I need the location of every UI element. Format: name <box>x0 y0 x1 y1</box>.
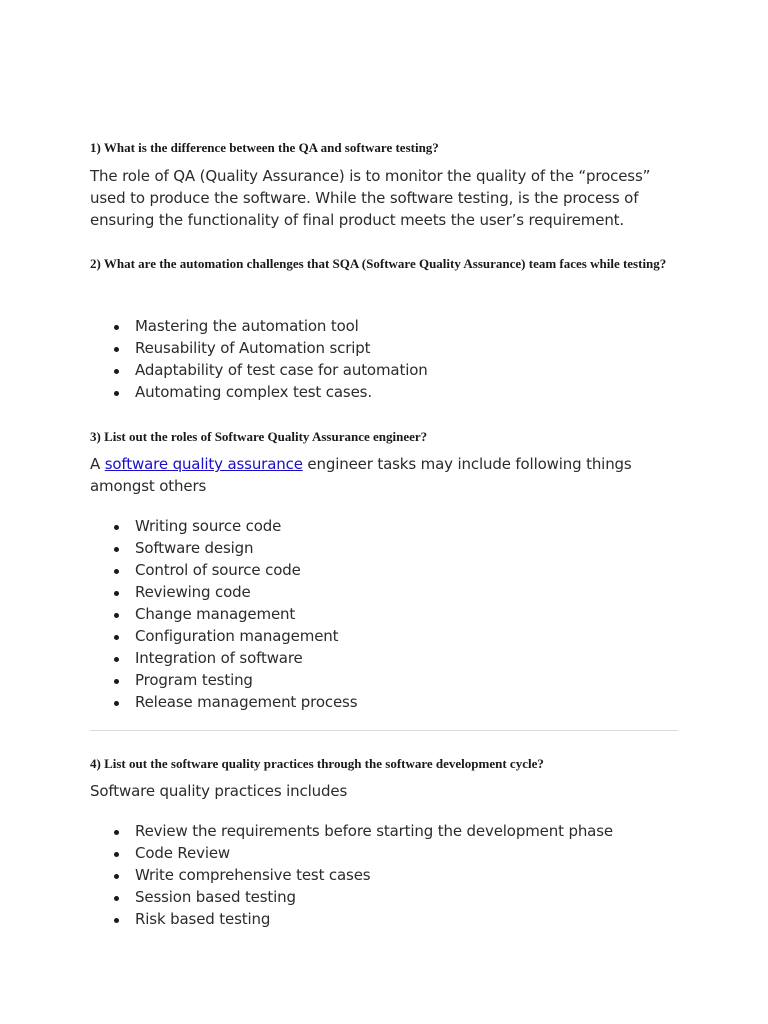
list-item: Mastering the automation tool <box>135 315 725 337</box>
list-item: Reusability of Automation script <box>135 337 725 359</box>
question-3-heading: 3) List out the roles of Software Quality Assurance engineer? <box>90 429 428 444</box>
list-item: Change management <box>135 603 725 625</box>
question-3-list <box>90 515 725 713</box>
list-item: Reviewing code <box>135 581 725 603</box>
list-item: Code Review <box>135 842 725 864</box>
list-item: Software design <box>135 537 725 559</box>
list-item: Risk based testing <box>135 908 725 930</box>
list-item: Automating complex test cases. <box>135 381 725 403</box>
list-item: Release management process <box>135 691 725 713</box>
question-2-list <box>90 315 725 403</box>
question-4-list <box>90 820 725 930</box>
question-1-heading: 1) What is the difference between the QA and software testing? <box>90 140 439 155</box>
intro-prefix: A <box>90 455 105 473</box>
intro-suffix: engineer tasks may include following things amongst others <box>90 455 632 495</box>
question-2-heading: 2) What are the automation challenges that SQA (Software Quality Assurance) team faces while testing? <box>90 256 667 271</box>
list-item: Adaptability of test case for automation <box>135 359 725 381</box>
question-1-answer: The role of QA (Quality Assurance) is to monitor the quality of the “process” used to produce the software. While the software testing, is the process of ensuring the functionality of final product meets the user’s requirement. <box>90 167 651 229</box>
list-item: Write comprehensive test cases <box>135 864 725 886</box>
list-item: Program testing <box>135 669 725 691</box>
list-item: Session based testing <box>135 886 725 908</box>
software-quality-assurance-link[interactable]: software quality assurance <box>104 455 303 473</box>
list-item: Review the requirements before starting the development phase <box>135 820 725 842</box>
question-3-intro <box>90 453 680 497</box>
section-divider <box>90 730 678 731</box>
list-item: Writing source code <box>135 515 725 537</box>
question-4-intro: Software quality practices includes <box>90 782 348 800</box>
list-item: Control of source code <box>135 559 725 581</box>
question-4-heading: 4) List out the software quality practices through the software development cycle? <box>90 756 544 771</box>
list-item: Integration of software <box>135 647 725 669</box>
list-item: Configuration management <box>135 625 725 647</box>
